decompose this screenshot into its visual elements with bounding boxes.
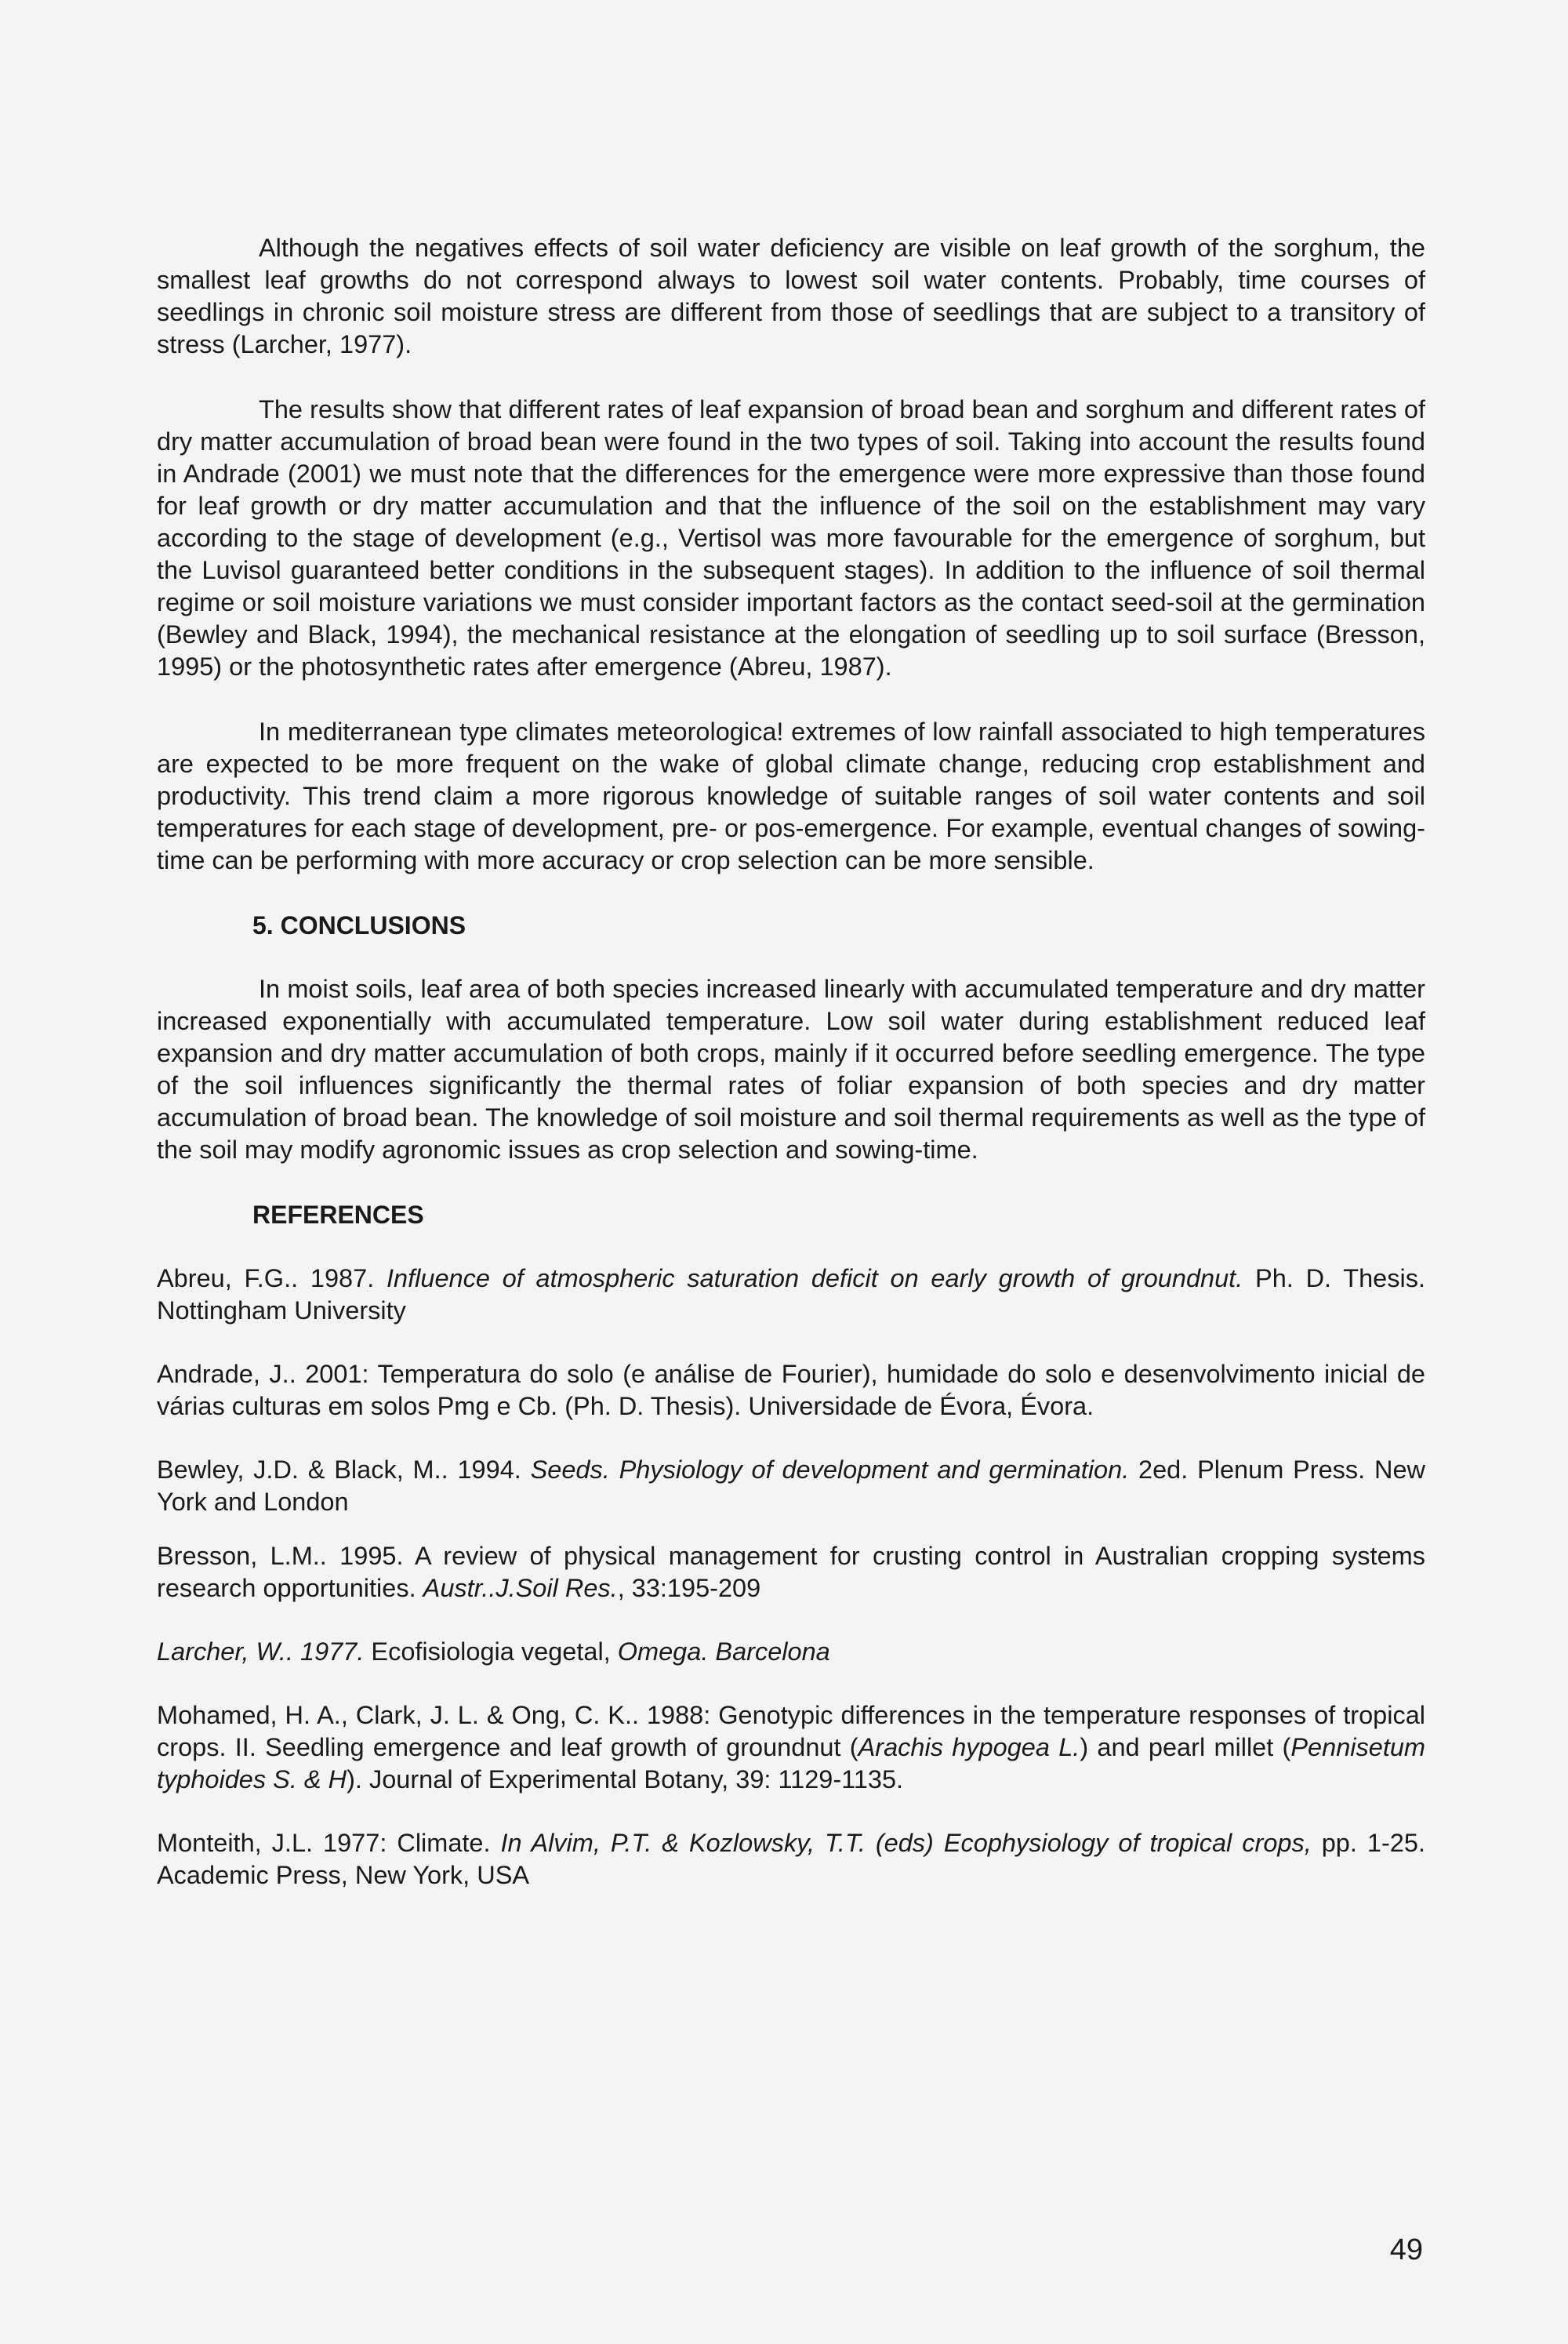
reference-monteith-publisher: pp. 1-25. Academic Press, New York, USA <box>157 1829 1425 1889</box>
conclusions-text: In moist soils, leaf area of both species increased linearly with accumulated temperature and dry matter increased exponentially with accumulated temperature. Low soil water during establishment reduced leaf expansion and dry matter accumulation of both crops, mainly if it occurred before seedling emergence. The type of the soil influences significantly the thermal rates of foliar expansion of both species and dry matter accumulation of broad bean. The knowledge of soil moisture and soil thermal requirements as well as the type of the soil may modify agronomic issues as crop selection and sowing-time. <box>157 975 1425 1164</box>
conclusions-heading: 5. CONCLUSIONS <box>252 911 466 939</box>
reference-abreu-title: Influence of atmospheric saturation deficit on early growth of groundnut. <box>387 1264 1243 1292</box>
reference-mohamed <box>157 1699 1425 1796</box>
reference-abreu-details: Ph. D. Thesis. Nottingham University <box>157 1264 1426 1325</box>
reference-abreu-author: Abreu, F.G.. 1987. <box>157 1264 387 1292</box>
reference-monteith-book: In Alvim, P.T. & Kozlowsky, T.T. (eds) Ecophysiology of tropical crops, <box>500 1829 1312 1857</box>
reference-bresson-pages: , 33:195-209 <box>617 1574 761 1602</box>
reference-larcher-title: Ecofisiologia vegetal, <box>364 1637 618 1666</box>
reference-larcher <box>157 1636 1425 1668</box>
paragraph-mediterranean-climates: In mediterranean type climates meteorologica! extremes of low rainfall associated to high temperatures are expected to be more frequent on the wake of global climate change, reducing crop establishment and productivity. This trend claim a more rigorous knowledge of suitable ranges of soil water contents and soil temperatures for each stage of development, pre- or pos-emergence. For example, eventual changes of sowing-time can be performing with more accuracy or crop selection can be more sensible. <box>157 718 1425 874</box>
page-body <box>157 232 1425 1923</box>
reference-larcher-author: Larcher, W.. 1977. <box>157 1637 365 1666</box>
reference-andrade: Andrade, J.. 2001: Temperatura do solo (e análise de Fourier), humidade do solo e desenvolvimento inicial de várias culturas em solos Pmg e Cb. (Ph. D. Thesis). Universidade de Évora, Évora. <box>157 1360 1425 1420</box>
reference-bresson-text: Bresson, L.M.. 1995. A review of physical management for crusting control in Australian cropping systems research opportunities. <box>157 1542 1425 1602</box>
paragraph-results-soil-types: The results show that different rates of leaf expansion of broad bean and sorghum and different rates of dry matter accumulation of broad bean were found in the two types of soil. Taking into account the results found in Andrade (2001) we must note that the differences for the emergence were more expressive than those found for leaf growth or dry matter accumulation and that the influence of the soil on the establishment may vary according to the stage of development (e.g., Vertisol was more favourable for the emergence of sorghum, but the Luvisol guaranteed better conditions in the subsequent stages). In addition to the influence of soil thermal regime or soil moisture variations we must consider important factors as the contact seed-soil at the germination (Bewley and Black, 1994), the mechanical resistance at the elongation of seedling up to soil surface (Bresson, 1995) or the photosynthetic rates after emergence (Abreu, 1987). <box>157 395 1425 681</box>
reference-bresson-journal: Austr..J.Soil Res. <box>423 1574 618 1602</box>
reference-mohamed-text: Mohamed, H. A., Clark, J. L. & Ong, C. K.. 1988: Genotypic differences in the temperature responses of tropical crops. II. Seedling emergence and leaf growth of groundnut ( <box>157 1701 1425 1761</box>
reference-mohamed-journal: ). Journal of Experimental Botany, 39: 1129-1135. <box>347 1765 904 1793</box>
reference-bewley-details: 2ed. Plenum Press. New York and London <box>157 1455 1425 1516</box>
reference-bewley-title: Seeds. Physiology of development and germination. <box>530 1455 1130 1484</box>
paragraph-sorghum-leaf-growth: Although the negatives effects of soil water deficiency are visible on leaf growth of the sorghum, the smallest leaf growths do not correspond always to lowest soil water contents. Probably, time courses of seedlings in chronic soil moisture stress are different from those of seedlings that are subject to a transitory of stress (Larcher, 1977). <box>157 234 1425 358</box>
reference-bresson <box>157 1540 1425 1604</box>
reference-larcher-publisher: Omega. Barcelona <box>617 1637 830 1666</box>
reference-monteith-text: Monteith, J.L. 1977: Climate. <box>157 1829 501 1857</box>
page-number: 49 <box>1389 2233 1423 2266</box>
reference-mohamed-species-2: Pennisetum typhoides S. & H <box>157 1733 1425 1793</box>
reference-mohamed-text-2: ) and pearl millet ( <box>1080 1733 1291 1761</box>
references-heading: REFERENCES <box>252 1201 424 1229</box>
reference-bewley-author: Bewley, J.D. & Black, M.. 1994. <box>157 1455 531 1484</box>
reference-bewley <box>157 1454 1425 1518</box>
reference-monteith <box>157 1827 1425 1892</box>
reference-abreu <box>157 1263 1425 1327</box>
reference-mohamed-species-1: Arachis hypogea L. <box>858 1733 1080 1761</box>
